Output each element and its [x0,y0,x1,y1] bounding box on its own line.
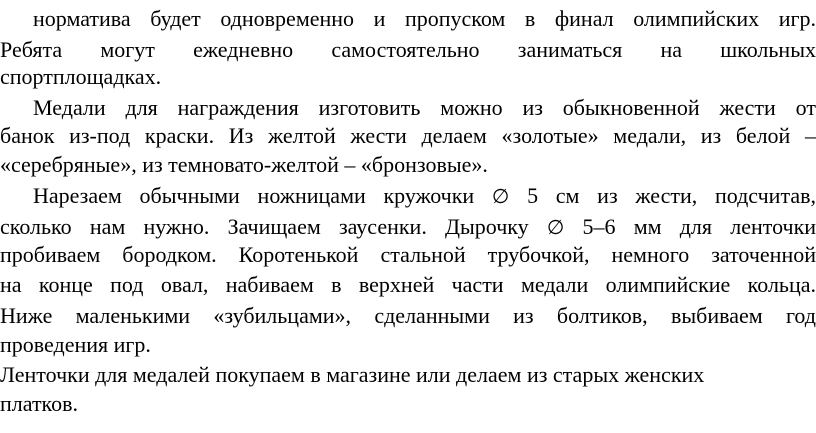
text-fragment: Нарезаем обычными ножницами кружочки [33,183,475,208]
text-line: Ленточки для медалей покупаем в магазине или делаем из старых женских [0,362,705,387]
diameter-symbol: ∅ [491,184,510,208]
text-line: норматива будет одновременно и пропуском в финал олимпийских игр. [33,6,816,31]
text-line: Ребята могут ежедневно самостоятельно заниматься на школьных [0,37,816,62]
text-fragment: 5 см из жести, подсчитав, [527,183,816,208]
text-fragment: 5–6 мм для ленточки [582,214,816,239]
text-line: проведения игр. [0,332,151,357]
text-line: на конце под овал, набиваем в верхней части медали олимпийские кольца. [0,272,816,297]
text-line: банок из-под краски. Из желтой жести делаем «золотые» медали, из белой – [0,123,816,148]
text-line: пробиваем бородком. Коротенькой стальной трубочкой, немного заточенной [0,242,816,267]
text-line: «серебряные», из темновато-желтой – «бронзовые». [0,152,488,177]
text-line: Ниже маленькими «зубильцами», сделанными из болтиков, выбиваем год [0,303,816,328]
text-line [0,214,816,240]
text-line: платков. [0,391,79,416]
text-line: спортплощадках. [0,64,162,89]
text-line [0,183,816,209]
diameter-symbol: ∅ [546,215,565,239]
text-fragment: сколько нам нужно. Зачищаем заусенки. Дырочку [0,214,529,239]
text-line: Медали для награждения изготовить можно из обыкновенной жести от [33,95,816,120]
